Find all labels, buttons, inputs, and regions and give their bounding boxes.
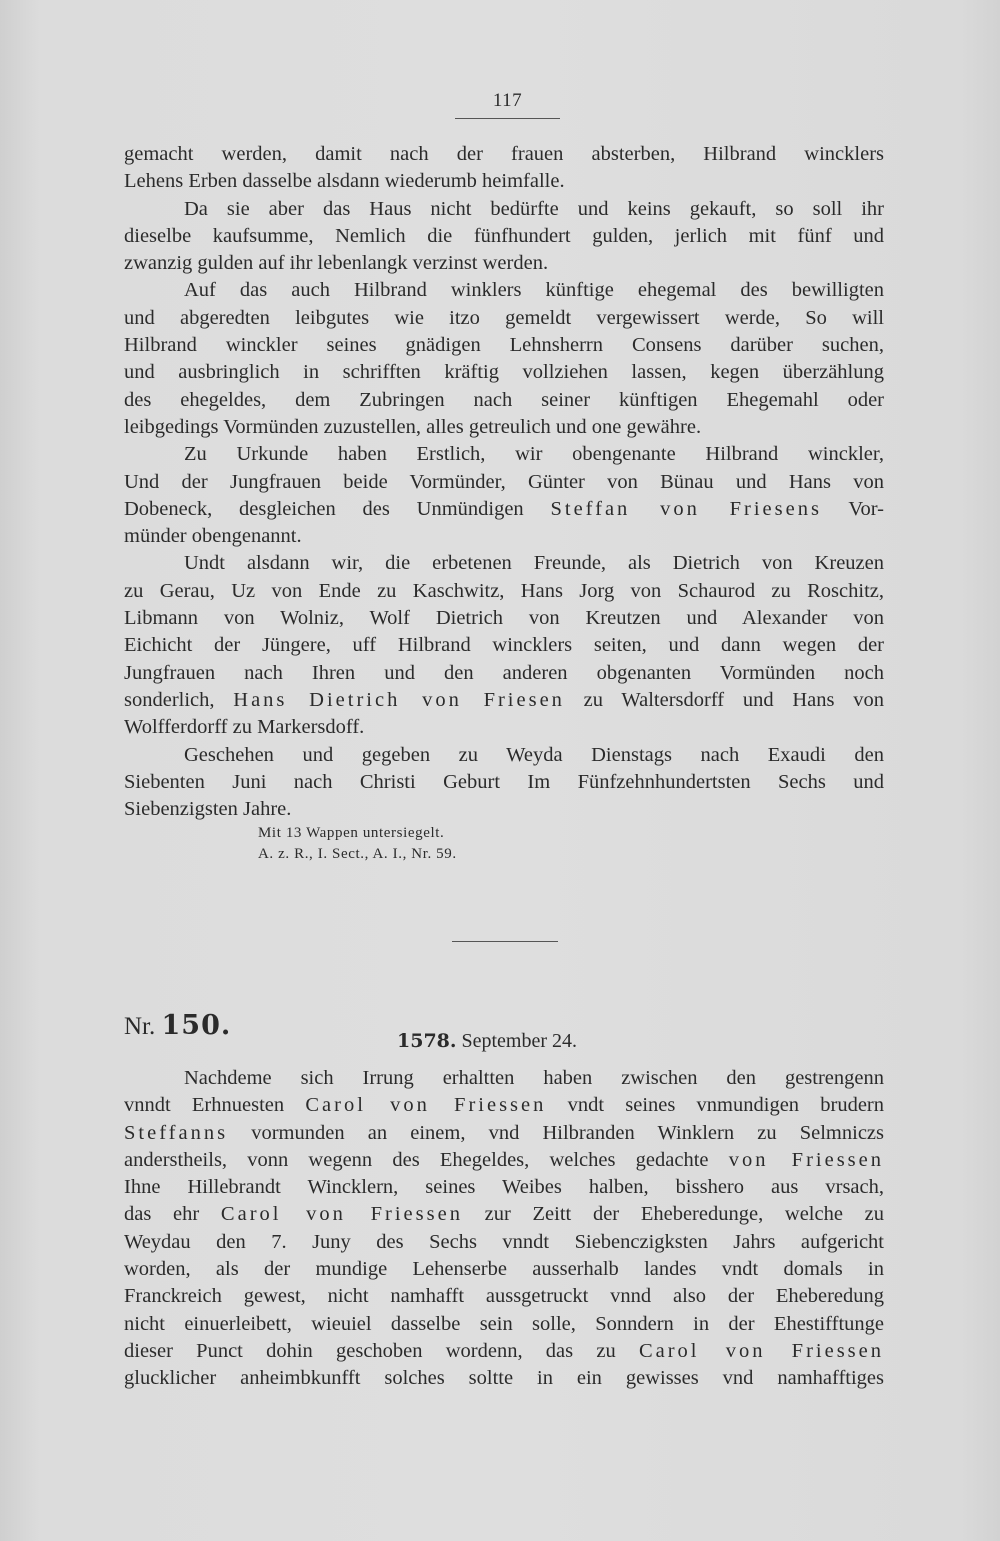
document-number-value: 150. (161, 1010, 232, 1041)
text-line: Jungfrauen nach Ihren und den anderen obgenanten Vormünden noch (124, 661, 884, 684)
text-line: Auf das auch Hilbrand winklers künftige ehegemal des bewilligten (184, 279, 884, 302)
text-segment: vnndt Erhnuesten (124, 1094, 306, 1117)
person-name: von Friessen (728, 1148, 885, 1171)
person-name: Steffan von Friesens (550, 497, 822, 520)
text-segment: zu Waltersdorff und Hans von (564, 688, 884, 711)
text-line (124, 1120, 884, 1147)
section-divider (452, 941, 558, 942)
note-line: Mit 13 Wappen untersiegelt. (258, 825, 445, 841)
text-line: Siebenten Juni nach Christi Geburt Im Fünfzehnhundertsten Sechs und (124, 770, 884, 793)
text-line: Und der Jungfrauen beide Vormünder, Günter von Bünau und Hans von (124, 470, 884, 493)
document-number-prefix: Nr. (124, 1013, 156, 1040)
text-line: Wolfferdorff zu Markersdoff. (124, 716, 365, 739)
text-segment: anderstheils, vonn wegenn des Ehegeldes, welches gedachte (124, 1148, 729, 1171)
text-block-nr150 (124, 1065, 884, 1393)
text-line: und ausbringlich in schrifften kräftig vollziehen lassen, kegen überzählung (124, 361, 884, 384)
text-line: Eichicht der Jüngere, uff Hilbrand wincklers seiten, und dann wegen der (124, 634, 884, 657)
text-line: und abgeredten leibgutes wie itzo gemeldt vergewissert werde, So will (124, 306, 884, 329)
text-line: leibgedings Vormünden zuzustellen, alles getreulich und one gewähre. (124, 415, 702, 438)
text-line: Ihne Hillebrandt Wincklern, seines Weibes halben, bisshero aus vrsach, (124, 1176, 884, 1199)
text-line: münder obengenannt. (124, 525, 302, 548)
text-line: Hilbrand winckler seines gnädigen Lehnsherrn Consens darüber suchen, (124, 334, 884, 357)
text-line (124, 1338, 884, 1365)
text-line: Da sie aber das Haus nicht bedürfte und keins gekauft, so soll ihr (184, 197, 884, 220)
text-line: Siebenzigsten Jahre. (124, 798, 292, 821)
date-day: September 24. (456, 1030, 578, 1052)
person-name: Carol von Friessen (638, 1339, 884, 1362)
text-line: Nachdeme sich Irrung erhaltten haben zwischen den gestrengenn (184, 1067, 884, 1089)
text-line: Weydau den 7. Juny des Sechs vnndt Siebenczigksten Jahrs aufgericht (124, 1230, 884, 1253)
text-line (124, 687, 884, 714)
page-number-rule (455, 118, 560, 119)
text-line (124, 1092, 884, 1119)
document-date (397, 1030, 577, 1053)
text-line: dieselbe kaufsumme, Nemlich die fünfhundert gulden, jerlich mit fünf und (124, 224, 884, 247)
person-name: Carol von Friessen (220, 1203, 463, 1226)
text-segment: zur Zeitt der Eheberedunge, welche zu (462, 1203, 884, 1226)
text-line: Undt alsdann wir, die erbetenen Freunde, als Dietrich von Kreuzen (184, 552, 884, 575)
text-line: Geschehen und gegeben zu Weyda Dienstags nach Exaudi den (184, 743, 884, 766)
date-year: 1578. (397, 1030, 457, 1052)
text-line: zu Gerau, Uz von Ende zu Kaschwitz, Hans Jorg von Schaurod zu Roschitz, (124, 579, 884, 602)
text-block-continuation (124, 141, 884, 823)
person-name: Hans Dietrich von Friesen (233, 688, 565, 711)
note-line: A. z. R., I. Sect., A. I., Nr. 59. (258, 846, 457, 862)
text-line (124, 496, 884, 523)
text-line: zwanzig gulden auf ihr lebenlangk verzinst werden. (124, 252, 549, 275)
text-line: Libmann von Wolniz, Wolf Dietrich von Kreutzen und Alexander von (124, 607, 884, 630)
person-name: Steffanns (124, 1121, 229, 1144)
person-name: Carol von Friessen (305, 1094, 547, 1117)
text-segment: vormunden an einem, vnd Hilbranden Winklern zu Selmniczs (228, 1121, 884, 1144)
text-line: Lehens Erben dasselbe alsdann wiederumb heimfalle. (124, 170, 565, 193)
text-line (124, 1147, 884, 1174)
text-line (124, 1201, 884, 1228)
text-line: Zu Urkunde haben Erstlich, wir obengenante Hilbrand winckler, (184, 443, 884, 466)
text-line: gemacht werden, damit nach der frauen absterben, Hilbrand wincklers (124, 143, 884, 165)
text-segment: Vor- (821, 497, 884, 520)
text-segment: vndt seines vnmundigen brudern (546, 1094, 885, 1117)
text-line: des ehegeldes, dem Zubringen nach seiner künftigen Ehegemahl oder (124, 388, 884, 411)
text-segment: das ehr (124, 1203, 221, 1226)
text-segment: dieser Punct dohin geschoben wordenn, das zu (124, 1339, 639, 1362)
text-segment: sonderlich, (124, 688, 234, 711)
page-number: 117 (492, 90, 523, 111)
text-line: glucklicher anheimbkunfft solches soltte in ein gewisses vnd namhafftiges (124, 1367, 884, 1390)
document-number (124, 1010, 231, 1041)
text-segment: Dobeneck, desgleichen des Unmündigen (124, 497, 551, 520)
text-line: Franckreich gewest, nicht namhafft aussgetruckt vnnd also der Eheberedung (124, 1285, 884, 1308)
text-line: nicht einuerleibett, wieuiel dasselbe sein solle, Sonndern in der Ehestifftunge (124, 1312, 884, 1335)
text-line: worden, als der mundige Lehenserbe ausserhalb landes vndt domals in (124, 1258, 884, 1281)
seal-note (258, 823, 457, 865)
